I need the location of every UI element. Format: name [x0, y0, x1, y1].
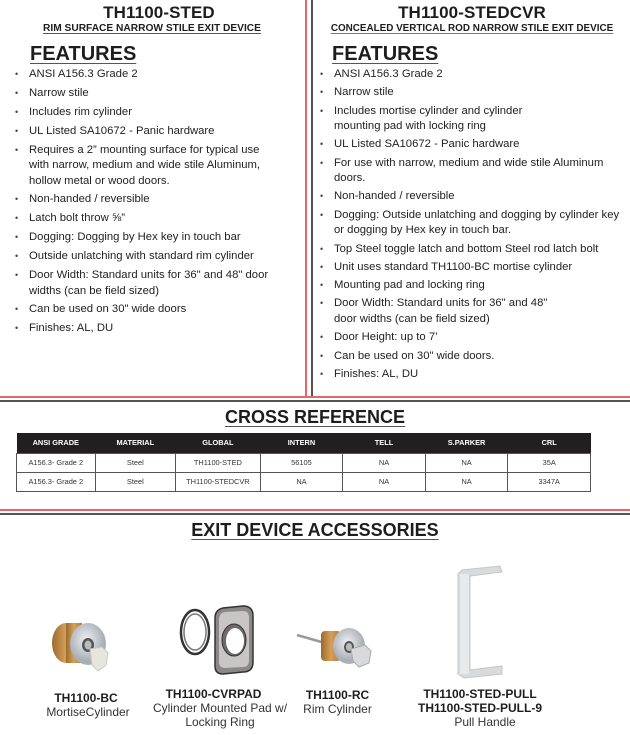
feature-item: • Mounting pad and locking ring	[319, 278, 630, 294]
accessory-description: Rim Cylinder	[303, 702, 372, 716]
accessory-cylinder-pad	[145, 600, 290, 729]
table-cell: 35A	[508, 453, 591, 472]
feature-item: • Door Height: up to 7’	[319, 330, 630, 346]
column-divider-red	[305, 0, 307, 398]
feature-item: • Door Width: Standard units for 36" and 48" door widths (can be field sized)	[14, 268, 274, 299]
feature-item: • Non-handed / reversible	[14, 192, 304, 208]
table-cell: NA	[343, 472, 426, 491]
table-header-row	[17, 433, 591, 453]
feature-item: • Finishes: AL, DU	[319, 367, 630, 383]
accessory-code: TH1100-BC	[54, 691, 118, 705]
feature-item: • Dogging: Dogging by Hex key in touch bar	[14, 230, 304, 246]
table-cell: NA	[260, 472, 343, 491]
column-header: MATERIAL	[95, 433, 176, 453]
features-list	[319, 67, 630, 382]
feature-item: • Finishes: AL, DU	[14, 321, 304, 337]
feature-item: • Includes rim cylinder	[14, 105, 304, 121]
feature-item: • Can be used on 30" wide doors	[14, 302, 304, 318]
section-divider-gray	[0, 400, 630, 402]
feature-item: • Dogging: Outside unlatching and dogging by cylinder key or dogging by Hex key in touch bar.	[319, 208, 624, 239]
table-cell: NA	[425, 453, 508, 472]
feature-item: • Door Width: Standard units for 36" and 48" door widths (can be field sized)	[319, 296, 559, 327]
cross-reference-heading: CROSS REFERENCE	[224, 407, 406, 427]
product-subtitle: RIM SURFACE NARROW STILE EXIT DEVICE	[43, 23, 261, 34]
left-product-section	[0, 0, 304, 340]
right-product-section	[314, 0, 630, 385]
accessories-heading: EXIT DEVICE ACCESSORIES	[191, 520, 439, 540]
product-title: TH1100-STEDCVR	[398, 3, 546, 22]
column-header: TELL	[343, 433, 426, 453]
table-cell: Steel	[95, 472, 176, 491]
feature-item: • Top Steel toggle latch and bottom Steel rod latch bolt	[319, 242, 630, 258]
column-header: S.PARKER	[425, 433, 508, 453]
accessory-code: TH1100-CVRPAD	[165, 687, 262, 701]
feature-item: • Unit uses standard TH1100-BC mortise cylinder	[319, 260, 630, 276]
accessory-rim-cylinder	[295, 615, 390, 716]
table-cell: A156.3- Grade 2	[17, 472, 96, 491]
feature-item: • Narrow stile	[319, 85, 630, 101]
accessory-description: Pull Handle	[454, 715, 516, 729]
column-header: CRL	[508, 433, 591, 453]
pull-handle-image	[450, 562, 510, 684]
features-heading: FEATURES	[332, 43, 439, 65]
rim-cylinder-image	[295, 615, 390, 685]
accessory-code-alt: TH1100-STED-PULL-9	[417, 701, 543, 715]
features-list	[14, 67, 304, 337]
table-cell: TH1100-STED	[176, 453, 261, 472]
product-title: TH1100-STED	[103, 3, 215, 22]
accessory-code: TH1100-RC	[305, 688, 370, 702]
feature-item: • Narrow stile	[14, 86, 304, 102]
feature-item: • Can be used on 30" wide doors.	[319, 349, 630, 365]
feature-item: • UL Listed SA10672 - Panic hardware	[14, 124, 304, 140]
accessory-mortise-cylinder	[40, 615, 150, 719]
accessory-description: Cylinder Mounted Pad w/ Locking Ring	[152, 701, 288, 729]
table-cell: 56105	[260, 453, 343, 472]
table-cell: A156.3- Grade 2	[17, 453, 96, 472]
section-divider-red	[0, 396, 630, 398]
section-divider-red	[0, 509, 630, 511]
table-cell: NA	[425, 472, 508, 491]
cross-reference-table	[16, 433, 591, 492]
table-cell: 3347A	[508, 472, 591, 491]
accessory-description: MortiseCylinder	[46, 705, 130, 719]
accessory-pull-handle	[405, 562, 555, 729]
table-cell: TH1100-STEDCVR	[176, 472, 261, 491]
cylinder-pad-image	[173, 600, 263, 685]
table-row	[17, 472, 591, 491]
feature-item: • ANSI A156.3 Grade 2	[14, 67, 304, 83]
feature-item: • Requires a 2” mounting surface for typical use with narrow, medium and wide stile Aluminum, hollow metal or wood doors.	[14, 143, 282, 190]
features-heading: FEATURES	[30, 43, 137, 65]
accessory-code: TH1100-STED-PULL	[423, 687, 537, 701]
feature-item: • ANSI A156.3 Grade 2	[319, 67, 630, 83]
table-cell: NA	[343, 453, 426, 472]
feature-item: • Latch bolt throw ⅝”	[14, 211, 304, 227]
table-row	[17, 453, 591, 472]
feature-item: • Includes mortise cylinder and cylinder mounting pad with locking ring	[319, 104, 544, 135]
column-header: INTERN	[260, 433, 343, 453]
product-subtitle: CONCEALED VERTICAL ROD NARROW STILE EXIT DEVICE	[330, 23, 614, 34]
column-header: GLOBAL	[176, 433, 261, 453]
feature-item: • Outside unlatching with standard rim cylinder	[14, 249, 304, 265]
column-divider-gray	[311, 0, 313, 398]
column-header: ANSI GRADE	[17, 433, 96, 453]
table-cell: Steel	[95, 453, 176, 472]
feature-item: • For use with narrow, medium and wide stile Aluminum doors.	[319, 156, 624, 187]
feature-item: • Non-handed / reversible	[319, 189, 630, 205]
section-divider-gray	[0, 513, 630, 515]
feature-item: • UL Listed SA10672 - Panic hardware	[319, 137, 630, 153]
mortise-cylinder-image	[40, 615, 150, 685]
